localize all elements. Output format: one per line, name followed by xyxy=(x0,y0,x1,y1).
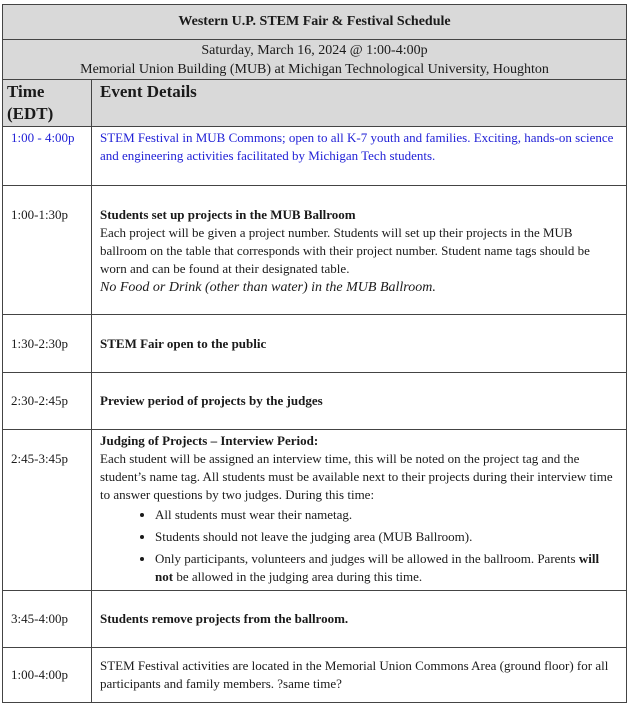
table-row xyxy=(3,315,627,373)
row-time: 3:45-4:00p xyxy=(3,591,92,648)
list-item: • Students should not leave the judging area (MUB Ballroom). xyxy=(155,528,618,546)
row-time: 2:30-2:45p xyxy=(3,373,92,430)
row-details xyxy=(92,591,627,648)
row-details xyxy=(92,186,627,315)
list-item-text: Only participants, volunteers and judges will be allowed in the ballroom. Parents xyxy=(155,551,579,566)
schedule-title: Western U.P. STEM Fair & Festival Schedule xyxy=(3,5,627,40)
row-details xyxy=(92,373,627,430)
rules-list xyxy=(100,506,618,586)
title-row xyxy=(3,5,627,40)
row-text: Each student will be assigned an interview time, this will be noted on the project tag and the student’s name tag. All students must be available next to their projects during their interview time to answer questions by two judges. During this time: xyxy=(100,451,613,502)
time-column-header: Time (EDT) xyxy=(3,80,92,127)
table-row xyxy=(3,591,627,648)
table-row xyxy=(3,127,627,186)
row-details: STEM Festival activities are located in the Memorial Union Commons Area (ground floor) for all participants and family members. ?same time? xyxy=(92,648,627,703)
row-heading: Preview period of projects by the judges xyxy=(100,393,323,408)
table-row xyxy=(3,648,627,703)
list-item-emphasis: will not xyxy=(155,551,600,584)
event-date: Saturday, March 16, 2024 @ 1:00-4:00p xyxy=(201,43,428,58)
row-text: Each project will be given a project number. Students will set up their projects in the MUB ballroom on the table that corresponds with their project number. Student name tags should be worn and can be found at their designated table. xyxy=(100,225,590,276)
list-item: • All students must wear their nametag. xyxy=(155,506,618,524)
row-details xyxy=(92,430,627,591)
table-row xyxy=(3,186,627,315)
event-info xyxy=(3,40,627,80)
details-column-header: Event Details xyxy=(92,80,627,127)
row-heading: Judging of Projects – Interview Period: xyxy=(100,433,319,448)
subtitle-row xyxy=(3,40,627,80)
list-item xyxy=(155,550,618,586)
header-row xyxy=(3,80,627,127)
event-location: Memorial Union Building (MUB) at Michigan Technological University, Houghton xyxy=(80,62,549,77)
row-time: 1:00-4:00p xyxy=(3,648,92,703)
row-time: 2:45-3:45p xyxy=(3,430,92,591)
row-details: STEM Festival in MUB Commons; open to all K-7 youth and families. Exciting, hands-on science and engineering activities facilitated by Michigan Tech students. xyxy=(92,127,627,186)
row-time: 1:00 - 4:00p xyxy=(3,127,92,186)
table-row xyxy=(3,430,627,591)
row-italic-note: No Food or Drink (other than water) in the MUB Ballroom. xyxy=(100,280,436,295)
schedule-document xyxy=(2,4,626,703)
schedule-table xyxy=(2,4,627,703)
row-details xyxy=(92,315,627,373)
table-row xyxy=(3,373,627,430)
row-heading: Students set up projects in the MUB Ballroom xyxy=(100,207,356,222)
row-time: 1:00-1:30p xyxy=(3,186,92,315)
row-heading: Students remove projects from the ballroom. xyxy=(100,611,349,626)
list-item-text: be allowed in the judging area during this time. xyxy=(173,569,423,584)
row-heading: STEM Fair open to the public xyxy=(100,335,267,351)
row-note xyxy=(100,278,618,298)
row-time: 1:30-2:30p xyxy=(3,315,92,373)
